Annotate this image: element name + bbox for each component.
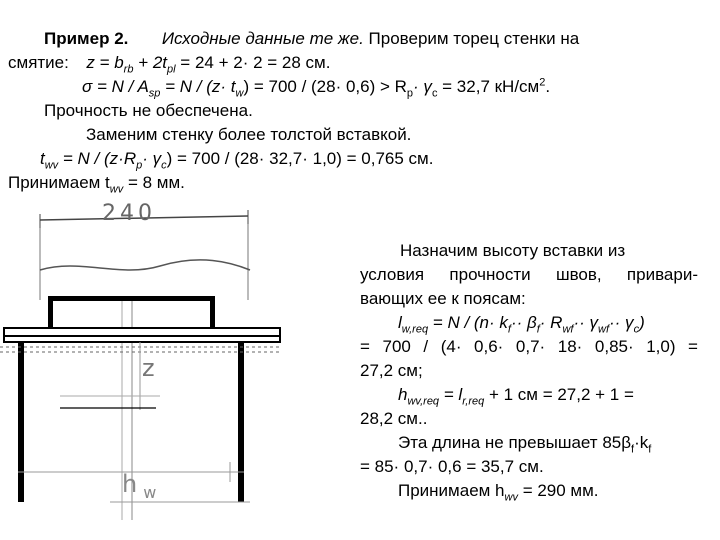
example-header-line [44,28,579,50]
flange-bottom [4,336,280,342]
flange-top [4,328,280,336]
right-line-3: вающих ее к поясам: [360,289,526,308]
right-leg [238,342,244,502]
right-line-10: = 85· 0,7· 0,6 = 35,7 см. [360,457,544,476]
z-result: = 24 + 2· 2 = 28 см. [175,53,331,72]
smyatie-label: смятие: [8,53,69,72]
dim-z-label: z [142,354,155,382]
accept-twv-line: Принимаем $t_{wv} = 8$ мм. [8,173,185,196]
twv-line: $t_{wv} = N / (z\cdot R_p\cdot \gamma_c) = 700 / (28\cdot 32,7\cdot 1,0) = 0,765$ см. [40,149,434,172]
left-leg [18,342,24,502]
left-rib [48,296,53,330]
lw-formula-line: $l_{w,req} = N / (n\cdot k_f\cdot\cdot \beta_f\cdot R_{wf}\cdot\cdot \gamma_{wf}\cdot\cdot \gamma_c)$ [398,313,645,336]
right-line-9: Эта длина не превышает $85\beta_f\cdot k_f$ [398,433,652,456]
intro-rest: Проверим торец стенки на [363,29,580,48]
sigma-line: $\sigma = N / A_{sp} = N / (z\cdot t_w) = 700 / (28\cdot 0,6) > R_p\cdot \gamma_c = 32,7$ $кН/см^2$. [82,76,551,100]
accept-hwv-line: Принимаем $h_{wv} = 290$ мм. [398,481,599,504]
right-line-6: 27,2 см; [360,361,423,380]
example-label: Пример 2. [44,29,129,48]
replace-text: Заменим стенку более толстой вставкой. [86,125,412,144]
top-plate [48,296,215,301]
dim-hw-label: h $_w$ [122,470,157,502]
not-ensured-text: Прочность не обеспечена. [44,101,253,120]
wavy-break-line [40,260,250,270]
right-line-8: 28,2 см.. [360,409,428,428]
beam-section-drawing [0,200,360,530]
right-line-5: = 700 / (4· 0,6· 0,7· 18· 0,85· 1,0) = [360,337,698,356]
z-formula-line [8,52,330,74]
dim-240-label: 240 [102,201,156,226]
z-formula: $z = b_{rb} + 2t_{pl}$ [86,53,176,76]
right-line-1: Назначим высоту вставки из [400,241,626,260]
right-line-2: условия прочности швов, привари- [360,265,698,284]
hw-formula-line: $h_{wv,req} = l_{r,req} + 1$ см = 27,2 + 1 = [398,385,634,408]
right-rib [210,296,215,330]
intro-italic: Исходные данные те же. [161,29,364,48]
